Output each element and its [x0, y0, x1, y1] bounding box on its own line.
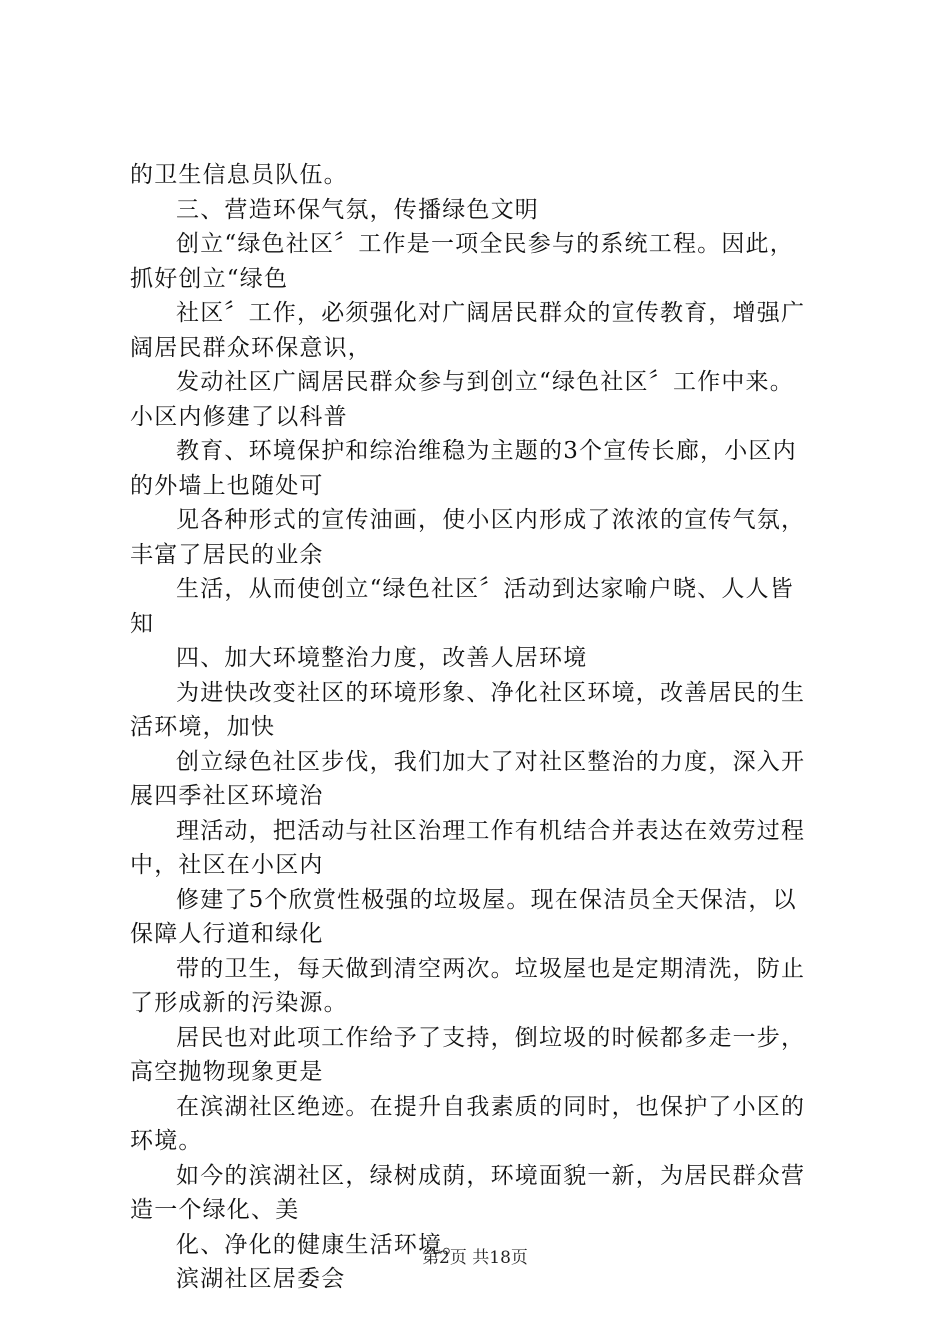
- text-line: 社区〞工作，必须强化对广阔居民群众的宣传教育，增强广: [176, 300, 806, 326]
- text-line: 了形成新的污染源。: [130, 990, 348, 1016]
- text-line: 的卫生信息员队伍。: [130, 162, 348, 188]
- text-line: 的外墙上也随处可: [130, 472, 324, 499]
- text-line: 保障人行道和绿化: [130, 921, 324, 947]
- text-line: 带的卫生，每天做到清空两次。垃圾屋也是定期清洗，防止: [176, 955, 806, 982]
- text-line: 为进快改变社区的环境形象、净化社区环境，改善居民的生: [176, 679, 806, 706]
- text-line: 滨湖社区居委会: [176, 1266, 346, 1292]
- text-line: 中，社区在小区内: [130, 852, 324, 878]
- text-line: 创立绿色社区步伐，我们加大了对社区整治的力度，深入开: [176, 748, 806, 775]
- text-line: 在滨湖社区绝迹。在提升自我素质的同时，也保护了小区的: [176, 1093, 806, 1120]
- text-line: 抓好创立“绿色: [130, 265, 289, 292]
- text-line: 展四季社区环境治: [130, 783, 324, 809]
- text-line: 阔居民群众环保意识，: [130, 334, 372, 361]
- text-line: 三、营造环保气氛，传播绿色文明: [176, 196, 539, 223]
- text-line: 如今的滨湖社区，绿树成荫，环境面貌一新，为居民群众营: [176, 1162, 806, 1189]
- text-line: 知: [130, 610, 155, 637]
- text-line: 教育、环境保护和综治维稳为主题的3个宣传长廊，小区内: [176, 438, 797, 464]
- text-line: 化、净化的健康生活环境。: [176, 1231, 467, 1258]
- text-line: 造一个绿化、美: [130, 1197, 300, 1223]
- text-line: 见各种形式的宣传油画，使小区内形成了浓浓的宣传气氛，: [176, 507, 806, 533]
- text-line: 四、加大环境整治力度，改善人居环境: [176, 645, 588, 671]
- text-line: 理活动，把活动与社区治理工作有机结合并表达在效劳过程: [176, 817, 806, 844]
- text-line: 发动社区广阔居民群众参与到创立“绿色社区〞工作中来。: [176, 369, 794, 395]
- text-line: 修建了5个欣赏性极强的垃圾屋。现在保洁员全天保洁，以: [176, 886, 797, 913]
- text-line: 活环境，加快: [130, 714, 276, 740]
- text-line: 创立“绿色社区〞工作是一项全民参与的系统工程。因此，: [176, 231, 794, 257]
- text-line: 环境。: [130, 1128, 203, 1154]
- text-line: 小区内修建了以科普: [130, 403, 348, 430]
- text-line: 生活，从而使创立“绿色社区〞活动到达家喻户晓、人人皆: [176, 576, 794, 602]
- text-line: 高空抛物现象更是: [130, 1059, 324, 1085]
- document-body: [130, 158, 840, 1297]
- text-line: 居民也对此项工作给予了支持，倒垃圾的时候都多走一步，: [176, 1024, 806, 1051]
- text-line: 丰富了居民的业余: [130, 541, 324, 568]
- page-footer: 第2页 共18页: [422, 1248, 528, 1268]
